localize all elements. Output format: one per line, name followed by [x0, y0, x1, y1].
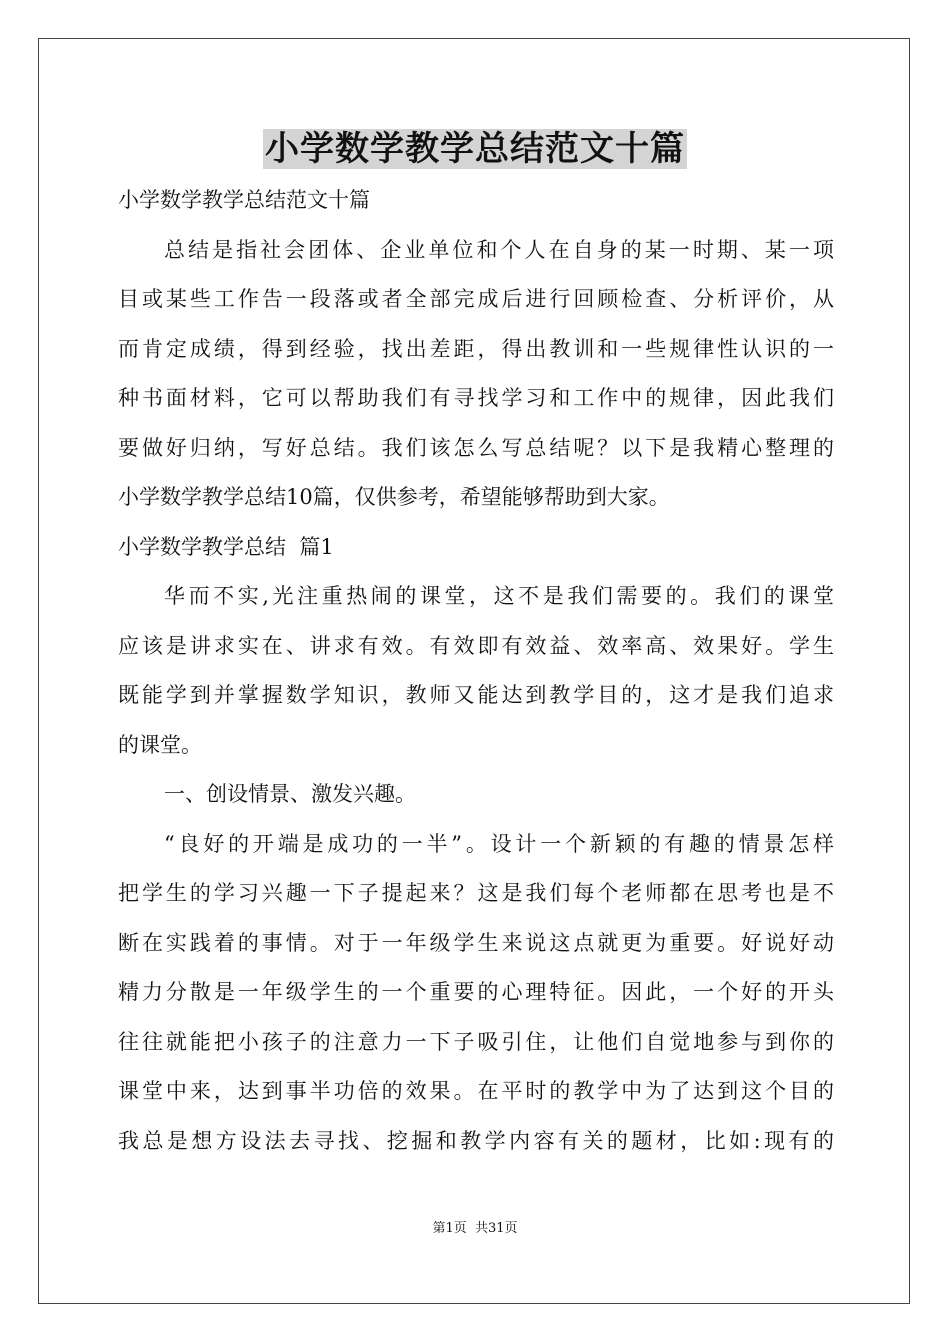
intro-line: 要做好归纳，写好总结。我们该怎么写总结呢？以下是我精心整理的 [118, 435, 834, 460]
paragraph-line: 既能学到并掌握数学知识，教师又能达到教学目的，这才是我们追求 [118, 683, 834, 707]
intro-line: 小学数学教学总结10篇，仅供参考，希望能够帮助到大家。 [118, 485, 670, 509]
paragraph-line: 把学生的学习兴趣一下子提起来？这是我们每个老师都在思考也是不 [118, 881, 834, 905]
paragraph-line: “良好的开端是成功的一半”。设计一个新颖的有趣的情景怎样 [164, 831, 834, 856]
paragraph-line: 断在实践着的事情。对于一年级学生来说这点就更为重要。好说好动 [118, 930, 834, 955]
point-heading: 一、创设情景、激发兴趣。 [164, 782, 416, 806]
paragraph-line: 精力分散是一年级学生的一个重要的心理特征。因此，一个好的开头 [118, 980, 834, 1004]
paragraph-line: 华而不实,光注重热闹的课堂，这不是我们需要的。我们的课堂 [164, 584, 834, 608]
paragraph-line: 课堂中来，达到事半功倍的效果。在平时的教学中为了达到这个目的 [118, 1079, 834, 1103]
document-subtitle: 小学数学教学总结范文十篇 [118, 188, 370, 212]
document-title-text: 小学数学教学总结范文十篇 [265, 129, 685, 169]
paragraph-line: 应该是讲求实在、讲求有效。有效即有效益、效率高、效果好。学生 [118, 633, 834, 658]
paragraph-line: 我总是想方设法去寻找、挖掘和教学内容有关的题材，比如:现有的 [118, 1128, 834, 1153]
intro-line: 目或某些工作告一段落或者全部完成后进行回顾检查、分析评价，从 [118, 287, 834, 311]
paragraph-line: 的课堂。 [118, 732, 202, 757]
intro-line: 种书面材料，它可以帮助我们有寻找学习和工作中的规律，因此我们 [118, 386, 834, 410]
intro-line: 而肯定成绩，得到经验，找出差距，得出教训和一些规律性认识的一 [118, 336, 834, 361]
page-footer: 第1页 共31页 [432, 1221, 518, 1236]
document-body [118, 176, 834, 1166]
intro-line: 总结是指社会团体、企业单位和个人在自身的某一时期、某一项 [164, 237, 834, 262]
paragraph-line: 往往就能把小孩子的注意力一下子吸引住，让他们自觉地参与到你的 [118, 1029, 834, 1054]
section-heading: 小学数学教学总结 篇1 [118, 534, 334, 559]
document-title [0, 126, 950, 172]
